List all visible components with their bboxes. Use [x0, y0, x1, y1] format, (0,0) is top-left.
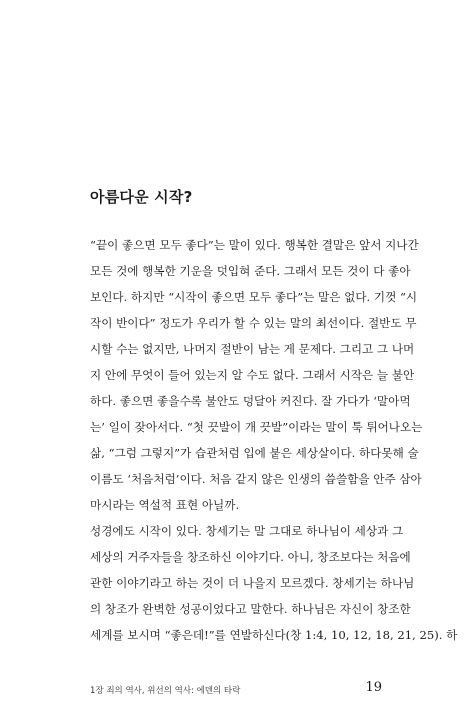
text-line: 보인다. 하지만 “시작이 좋으면 모두 좋다”는 말은 없다. 기껏 “시 [90, 290, 418, 304]
text-line: 관한 이야기라고 하는 것이 더 나을지 모르겠다. 창세기는 하나님 [90, 576, 415, 590]
text-line: 는’ 일이 잦아서다. “첫 끗발이 개 끗발”이라는 말이 툭 튀어나오는 [90, 420, 423, 434]
page-number: 19 [365, 680, 382, 695]
text-line: 시할 수는 없지만, 나머지 절반이 남는 게 문제다. 그리고 그 나머 [90, 342, 415, 356]
text-line: 성경에도 시작이 있다. 창세기는 말 그대로 하나님이 세상과 그 [90, 524, 404, 538]
text-line: 세계를 보시며 “좋은데!”를 연발하신다(창 1:4, 10, 12, 18, 21, 25). 하 [90, 628, 458, 642]
text-line: 세상의 거주자들을 창조하신 이야기다. 아니, 창조보다는 처음에 [90, 550, 411, 564]
running-footer-chapter: 1장 죄의 역사, 위선의 역사: 에덴의 타락 [90, 686, 241, 696]
text-line: “끝이 좋으면 모두 좋다”는 말이 있다. 행복한 결말은 앞서 지나간 [90, 238, 419, 252]
text-line: 작이 반이다” 정도가 우리가 할 수 있는 말의 최선이다. 절반도 무 [90, 316, 417, 330]
text-line: 하다. 좋으면 좋을수록 불안도 덩달아 커진다. 잘 가다가 ‘말아먹 [90, 394, 411, 408]
body-text [90, 232, 458, 648]
text-line: 지 안에 무엇이 들어 있는지 알 수도 없다. 그래서 시작은 늘 불안 [90, 368, 415, 382]
text-line: 삶, “그럼 그렇지”가 습관처럼 입에 붙은 세상살이다. 하다못해 술 [90, 446, 419, 460]
page-footer [90, 682, 382, 698]
text-line: 마시라는 역설적 표현 아닐까. [90, 498, 240, 512]
text-line: 이름도 ‘처음처럼’이다. 처음 같지 않은 인생의 씁쓸함을 안주 삼아 [90, 472, 422, 486]
text-line: 의 창조가 완벽한 성공이었다고 말한다. 하나님은 자신이 창조한 [90, 602, 411, 616]
section-heading: 아름다운 시작? [90, 188, 193, 206]
text-line: 모든 것에 행복한 기운을 덧입혀 준다. 그래서 모든 것이 다 좋아 [90, 264, 411, 278]
